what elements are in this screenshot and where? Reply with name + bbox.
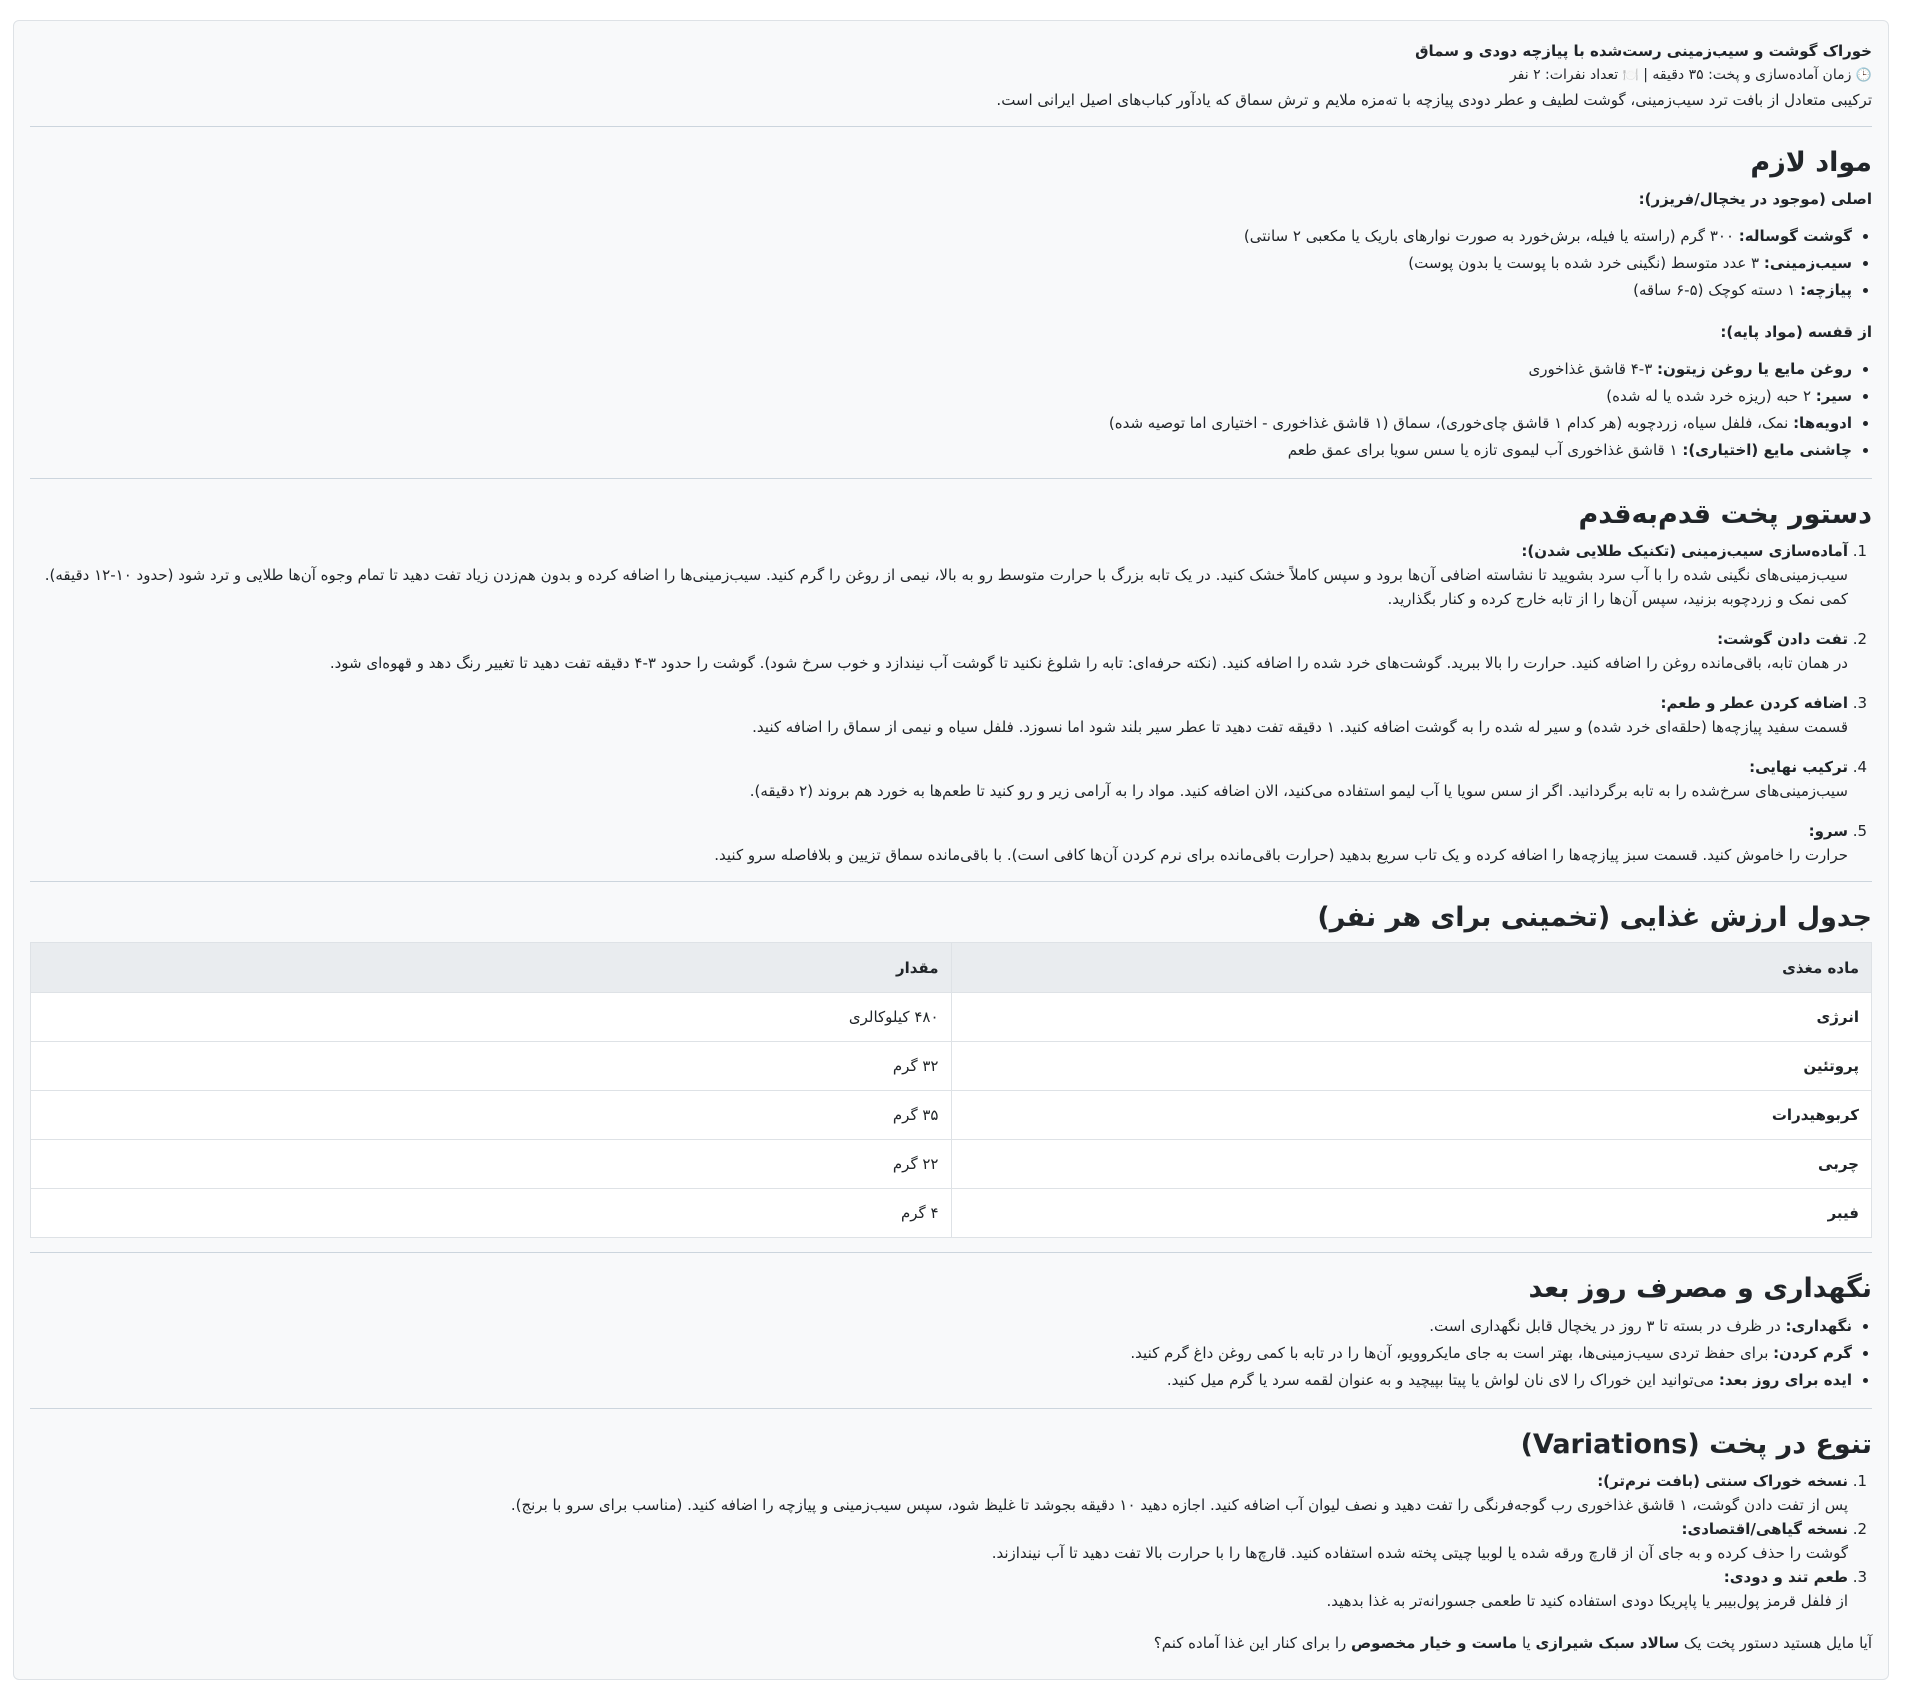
storage-heading: نگهداری و مصرف روز بعد <box>1528 1273 1872 1304</box>
servings: تعداد نفرات: ۲ نفر <box>1509 67 1619 83</box>
ingredient-desc: ۱ قاشق غذاخوری آب لیموی تازه یا سس سویا برای عمق طعم <box>1287 441 1683 459</box>
nutrient-name: پروتئین <box>951 1042 1872 1091</box>
closing-mid: یا <box>1517 1634 1536 1652</box>
step-title: 3. اضافه کردن عطر و طعم: <box>1660 694 1848 712</box>
plate-icon: 🍽️ <box>1622 68 1639 83</box>
ingredient-desc: ۳ عدد متوسط (نگینی خرد شده با پوست یا بدون پوست) <box>1408 254 1764 272</box>
storage-item-desc: می‌توانید این خوراک را لای نان لواش یا پیتا بپیچید و به عنوان لقمه سرد یا گرم میل کنید. <box>1166 1371 1719 1389</box>
nutrient-value: ۳۵ گرم <box>31 1091 952 1140</box>
clock-icon: 🕒 <box>1855 68 1872 83</box>
storage-list <box>30 1313 1872 1394</box>
step-body: در همان تابه، باقی‌مانده روغن را اضافه کنید. حرارت را بالا ببرید. گوشت‌های خرد شده را اضافه کنید. (نکته حرفه‌ای: تابه را شلوغ نکنید تا گوشت آب نیندازد و خوب سرخ شود). گوشت را حدود ۳-۴ دقیقه تفت دهید تا تغییر رنگ دهد و قهوه‌ای شود. <box>329 654 1848 672</box>
step-title: 1. آماده‌سازی سیب‌زمینی (تکنیک طلایی شدن): <box>1521 542 1848 560</box>
variation-title: 1. نسخه خوراک سنتی (بافت نرم‌تر): <box>1597 1472 1848 1490</box>
table-row <box>31 1140 1872 1189</box>
step-title: 2. تفت دادن گوشت: <box>1717 630 1848 648</box>
ingredient-name: گوشت گوساله: <box>1738 227 1852 245</box>
nutrient-name: کربوهیدرات <box>951 1091 1872 1140</box>
closing-option-yogurt: ماست و خیار مخصوص <box>1351 1634 1518 1652</box>
ingredient-desc: ۳-۴ قاشق غذاخوری <box>1528 360 1658 378</box>
recipe-title: خوراک گوشت و سیب‌زمینی رست‌شده با پیازچه دودی و سماق <box>1415 42 1872 60</box>
storage-item-desc: برای حفظ تردی سیب‌زمینی‌ها، بهتر است به جای مایکروویو، آن‌ها را در تابه با کمی روغن داغ گرم کنید. <box>1130 1344 1774 1362</box>
variation-body: گوشت را حذف کرده و به جای آن از قارچ ورقه شده یا لوبیا چیتی پخته شده استفاده کنید. قارچ‌ها را با حرارت بالا تفت دهید تا آب نیندازند. <box>991 1544 1848 1562</box>
list-item <box>30 277 1852 304</box>
variations-list <box>30 1469 1872 1613</box>
step-item <box>30 539 1848 611</box>
table-row <box>31 1091 1872 1140</box>
recipe-card <box>13 20 1889 1680</box>
table-header-row <box>31 943 1872 993</box>
meta-divider: | <box>1643 67 1648 83</box>
column-header-amount: مقدار <box>31 943 952 993</box>
nutrient-name: فیبر <box>951 1189 1872 1238</box>
step-body: حرارت را خاموش کنید. قسمت سبز پیازچه‌ها را اضافه کرده و یک تاب سریع بدهید (حرارت باقی‌مانده برای نرم کردن آن‌ها کافی است). با باقی‌مانده سماق تزیین و بلافاصله سرو کنید. <box>714 846 1848 864</box>
steps-heading: دستور پخت قدم‌به‌قدم <box>1578 499 1872 530</box>
step-body: سیب‌زمینی‌های نگینی شده را با آب سرد بشویید تا نشاسته اضافی آن‌ها برود و سپس کاملاً خشک کنید. در یک تابه بزرگ با حرارت متوسط رو به بالا، نیمی از روغن را گرم کنید. سیب‌زمینی‌ها را اضافه کرده و بدون هم‌زدن زیاد تفت دهید تا تمام وجوه آن‌ها طلایی و ترد شود (حدود ۱۰-۱۲ دقیقه). کمی نمک و زردچوبه بزنید، سپس آن‌ها را از تابه خارج کرده و کنار بگذارید. <box>44 566 1848 608</box>
nutrition-heading: جدول ارزش غذایی (تخمینی برای هر نفر) <box>1317 902 1872 933</box>
list-item <box>30 356 1852 383</box>
closing-option-salad: سالاد سبک شیرازی <box>1535 1634 1680 1652</box>
step-item <box>30 691 1848 739</box>
variation-item <box>30 1517 1848 1565</box>
recipe-intro: ترکیبی متعادل از بافت ترد سیب‌زمینی، گوشت لطیف و عطر دودی پیازچه با ته‌مزه ملایم و ترش سماق که یادآور کباب‌های اصیل ایرانی است. <box>996 91 1872 109</box>
list-item <box>30 223 1852 250</box>
nutrition-table <box>30 942 1872 1238</box>
step-item <box>30 627 1848 675</box>
step-body: سیب‌زمینی‌های سرخ‌شده را به تابه برگردانید. اگر از سس سویا یا آب لیمو استفاده می‌کنید، الان اضافه کنید. مواد را به آرامی زیر و رو کنید تا طعم‌ها به خورد هم بروند (۲ دقیقه). <box>749 782 1848 800</box>
nutrient-value: ۴ گرم <box>31 1189 952 1238</box>
storage-item-name: ایده برای روز بعد: <box>1718 1371 1852 1389</box>
section-divider <box>30 478 1872 479</box>
closing-pre: آیا مایل هستید دستور پخت یک <box>1679 1634 1872 1652</box>
recipe-header <box>30 39 1872 112</box>
step-item <box>30 819 1848 867</box>
variation-title: 2. نسخه گیاهی/اقتصادی: <box>1681 1520 1848 1538</box>
storage-item-name: گرم کردن: <box>1773 1344 1852 1362</box>
section-divider <box>30 1408 1872 1409</box>
main-ingredients-list <box>30 223 1872 304</box>
closing-question <box>30 1631 1872 1655</box>
list-item <box>30 410 1852 437</box>
storage-item-desc: در ظرف در بسته تا ۳ روز در یخچال قابل نگهداری است. <box>1429 1317 1786 1335</box>
closing-post: را برای کنار این غذا آماده کنم؟ <box>1153 1634 1351 1652</box>
prep-time: زمان آماده‌سازی و پخت: ۳۵ دقیقه <box>1652 67 1852 83</box>
column-header-nutrient: ماده مغذی <box>951 943 1872 993</box>
ingredient-name: سیب‌زمینی: <box>1763 254 1852 272</box>
variations-heading: تنوع در پخت (Variations) <box>1520 1429 1872 1460</box>
recipe-meta <box>30 63 1872 88</box>
ingredients-section <box>30 145 1872 464</box>
main-ingredients-label: اصلی (موجود در یخچال/فریزر): <box>1638 190 1872 208</box>
storage-item-name: نگهداری: <box>1785 1317 1852 1335</box>
table-row <box>31 993 1872 1042</box>
nutrition-section <box>30 900 1872 1238</box>
ingredients-heading: مواد لازم <box>1750 147 1872 178</box>
list-item <box>30 1313 1852 1340</box>
steps-list <box>30 539 1872 867</box>
list-item <box>30 1340 1852 1367</box>
ingredient-name: چاشنی مایع (اختیاری): <box>1682 441 1852 459</box>
ingredient-desc: ۳۰۰ گرم (راسته یا فیله، برش‌خورد به صورت نوارهای باریک یا مکعبی ۲ سانتی) <box>1243 227 1739 245</box>
variation-title: 3. طعم تند و دودی: <box>1723 1568 1848 1586</box>
ingredient-name: ادویه‌ها: <box>1793 414 1852 432</box>
step-title: 4. ترکیب نهایی: <box>1749 758 1848 776</box>
section-divider <box>30 881 1872 882</box>
ingredient-name: سیر: <box>1815 387 1852 405</box>
variation-body: از فلفل قرمز پول‌بیبر یا پاپریکا دودی استفاده کنید تا طعمی جسورانه‌تر به غذا بدهید. <box>1326 1592 1848 1610</box>
table-row <box>31 1042 1872 1091</box>
pantry-ingredients-list <box>30 356 1872 464</box>
ingredient-desc: ۱ دسته کوچک (۵-۶ ساقه) <box>1633 281 1801 299</box>
step-title: 5. سرو: <box>1808 822 1848 840</box>
ingredient-desc: ۲ حبه (ریزه خرد شده یا له شده) <box>1606 387 1816 405</box>
nutrient-value: ۲۲ گرم <box>31 1140 952 1189</box>
pantry-ingredients-label: از قفسه (مواد پایه): <box>1720 323 1872 341</box>
section-divider <box>30 126 1872 127</box>
list-item <box>30 437 1852 464</box>
steps-section <box>30 497 1872 867</box>
variation-item <box>30 1469 1848 1517</box>
ingredient-desc: نمک، فلفل سیاه، زردچوبه (هر کدام ۱ قاشق چای‌خوری)، سماق (۱ قاشق غذاخوری - اختیاری اما توصیه شده) <box>1108 414 1794 432</box>
nutrient-value: ۴۸۰ کیلوکالری <box>31 993 952 1042</box>
nutrient-value: ۳۲ گرم <box>31 1042 952 1091</box>
variation-body: پس از تفت دادن گوشت، ۱ قاشق غذاخوری رب گوجه‌فرنگی را تفت دهید و نصف لیوان آب اضافه کنید. اجازه دهید ۱۰ دقیقه بجوشد تا غلیظ شود، سپس سیب‌زمینی و پیازچه را اضافه کنید. (مناسب برای سرو با برنج). <box>510 1496 1848 1514</box>
list-item <box>30 383 1852 410</box>
storage-section <box>30 1271 1872 1394</box>
variations-section <box>30 1427 1872 1613</box>
nutrient-name: انرژی <box>951 993 1872 1042</box>
section-divider <box>30 1252 1872 1253</box>
step-body: قسمت سفید پیازچه‌ها (حلقه‌ای خرد شده) و سیر له شده را به گوشت اضافه کنید. ۱ دقیقه تفت دهید تا عطر سیر بلند شود اما نسوزد. فلفل سیاه و نیمی از سماق را اضافه کنید. <box>752 718 1848 736</box>
step-item <box>30 755 1848 803</box>
list-item <box>30 1367 1852 1394</box>
variation-item <box>30 1565 1848 1613</box>
table-row <box>31 1189 1872 1238</box>
list-item <box>30 250 1852 277</box>
ingredient-name: پیازچه: <box>1800 281 1852 299</box>
nutrient-name: چربی <box>951 1140 1872 1189</box>
ingredient-name: روغن مایع یا روغن زیتون: <box>1657 360 1852 378</box>
